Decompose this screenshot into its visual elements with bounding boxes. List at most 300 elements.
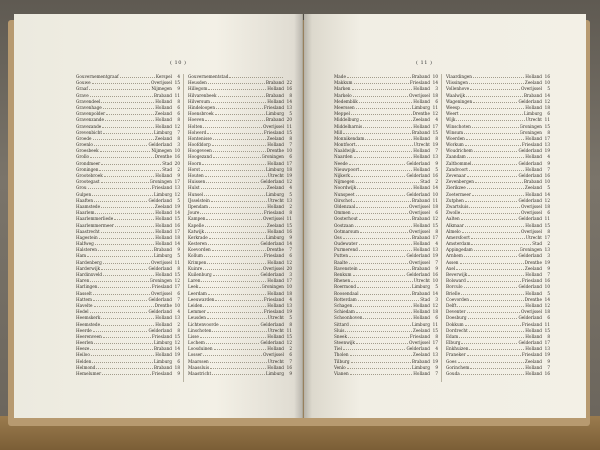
entry-name: Leiden xyxy=(188,302,203,308)
entry-name: Groesbeek xyxy=(76,148,99,154)
entry-name: Zierikzee xyxy=(446,185,466,191)
entry-description: Holland xyxy=(155,123,172,129)
leader-dots xyxy=(464,256,518,257)
entry-page: 19 xyxy=(174,203,180,209)
entry-page: 16 xyxy=(544,74,550,79)
entry-name: Appingedam xyxy=(446,247,473,253)
entry-page: 16 xyxy=(174,222,180,228)
leader-dots xyxy=(101,182,149,183)
leader-dots xyxy=(351,176,406,177)
leader-dots xyxy=(467,188,524,189)
entry-page: 18 xyxy=(432,203,438,209)
entry-name: Harderwijk xyxy=(76,265,101,271)
entry-name: Oldenzaal xyxy=(334,203,356,209)
leader-dots xyxy=(345,331,412,332)
entry-page: 13 xyxy=(174,185,180,191)
entry-description: Holland xyxy=(413,241,430,247)
entry-page: 18 xyxy=(544,104,550,110)
left-page xyxy=(14,14,303,418)
leader-dots xyxy=(471,244,531,245)
entry-name: Meppel xyxy=(334,111,350,117)
entry-page: 19 xyxy=(544,148,550,154)
entry-description: Groningen xyxy=(519,129,542,135)
entry-name: Wijk xyxy=(446,117,456,123)
entry-description: Friesland xyxy=(151,333,172,339)
entry-description: Utrecht xyxy=(525,234,542,240)
entry-page: 19 xyxy=(286,309,292,315)
leader-dots xyxy=(359,244,413,245)
entry-description: Gelderland xyxy=(148,265,172,271)
entry-name: Kapelle xyxy=(188,222,204,228)
entry-description: Stad xyxy=(420,179,430,185)
entry-description: Gelderland xyxy=(518,98,542,104)
entry-description: Zeeland xyxy=(412,327,430,333)
entry-description: Gelderland xyxy=(518,160,542,166)
leader-dots xyxy=(349,164,406,165)
leader-dots xyxy=(200,213,263,214)
leader-dots xyxy=(464,133,518,134)
leader-dots xyxy=(204,256,263,257)
leader-dots xyxy=(343,133,411,134)
leader-dots xyxy=(465,145,521,146)
entry-page: 18 xyxy=(544,309,550,315)
leader-dots xyxy=(465,325,521,326)
entry-page: 12 xyxy=(174,278,180,284)
entry-name: Grootegast xyxy=(76,179,100,185)
entry-name: Gorinchem xyxy=(446,364,470,370)
entry-page: 8 xyxy=(289,135,292,141)
leader-dots xyxy=(210,362,267,363)
leader-dots xyxy=(356,312,412,313)
leader-dots xyxy=(203,127,262,128)
entry-description: Limburg xyxy=(265,191,284,197)
leader-dots xyxy=(100,151,151,152)
leader-dots xyxy=(206,182,259,183)
entry-name: Sluis xyxy=(334,327,345,333)
entry-name: Haarlemmermeer xyxy=(76,222,114,228)
entry-description: Holland xyxy=(525,272,542,277)
entry-description: Braband xyxy=(411,129,430,135)
entry-description: Zeeland xyxy=(266,135,284,141)
entry-name: Oudewater xyxy=(334,241,358,247)
entry-page: 22 xyxy=(286,80,292,86)
entry-name: Holwerd xyxy=(188,129,207,135)
entry-name: Hillegom xyxy=(188,86,208,92)
leader-dots xyxy=(215,300,263,301)
leader-dots xyxy=(102,127,154,128)
entry-page: 2 xyxy=(177,321,180,327)
entry-name: Alkmaar xyxy=(446,222,464,228)
entry-page: 11 xyxy=(432,321,438,327)
entry-page: 5 xyxy=(435,166,438,172)
entry-page: 16 xyxy=(286,228,292,234)
entry-name: Goes xyxy=(446,358,457,364)
entry-page: 13 xyxy=(174,315,180,321)
entry-description: Gelderland xyxy=(148,296,172,302)
entry-name: Gulpen xyxy=(76,191,92,197)
leader-dots xyxy=(103,133,153,134)
leader-dots xyxy=(347,368,411,369)
entry-page: 5 xyxy=(435,284,438,290)
leader-dots xyxy=(94,306,154,307)
entry-name: Almelo xyxy=(446,228,461,234)
leader-dots xyxy=(349,263,408,264)
entry-description: Braband xyxy=(523,92,542,98)
entry-description: Friesland xyxy=(151,185,172,191)
entry-name: Winsum xyxy=(446,129,464,135)
leader-dots xyxy=(473,102,517,103)
entry-description: Overijssel xyxy=(520,203,542,209)
leader-dots xyxy=(229,77,283,78)
leader-dots xyxy=(467,176,518,177)
leader-dots xyxy=(103,337,151,338)
entry-name: Kollum xyxy=(188,253,203,259)
entry-name: Hoeven xyxy=(188,117,205,123)
entry-page: 12 xyxy=(174,191,180,197)
entry-page: 11 xyxy=(286,327,292,333)
entry-description: Holland xyxy=(525,135,542,141)
entry-name: Coevorden xyxy=(446,296,469,302)
entry-description: Friesland xyxy=(263,129,284,135)
entry-description: Braband xyxy=(153,346,172,352)
entry-page: 16 xyxy=(432,173,438,178)
entry-name: Ravenstein xyxy=(334,265,358,271)
entry-description: Zeeland xyxy=(524,185,542,191)
entry-name: Oostzaan xyxy=(334,222,354,228)
leader-dots xyxy=(210,368,266,369)
entry-name: Hontenisse xyxy=(188,135,212,141)
entry-name: Kuinre xyxy=(188,265,203,271)
entry-description: Holland xyxy=(413,315,430,321)
entry-page: 5 xyxy=(289,111,292,117)
entry-description: Holland xyxy=(413,371,430,376)
leader-dots xyxy=(213,139,266,140)
entry-page: 18 xyxy=(286,290,292,296)
entry-description: Holland xyxy=(525,166,542,172)
leader-dots xyxy=(469,83,524,84)
page-number: ( 10 ) xyxy=(170,60,187,66)
entry-page: 19 xyxy=(432,358,438,364)
entry-name: Weesp xyxy=(446,104,460,110)
entry-name: Maassluis xyxy=(188,364,210,370)
entry-page: 13 xyxy=(286,302,292,308)
entry-page: 13 xyxy=(432,352,438,358)
entry-page: 4 xyxy=(177,309,180,315)
entry-name: Grondmeer xyxy=(76,160,101,166)
entry-page: 17 xyxy=(174,228,180,234)
entry-description: Stad xyxy=(420,296,430,302)
entry-name: Kerkrade xyxy=(188,234,208,240)
entry-description: Holland xyxy=(413,185,430,191)
entry-page: 14 xyxy=(432,80,438,86)
entry-description: Gelderland xyxy=(518,284,542,290)
entry-name: Grave xyxy=(76,92,89,98)
leader-dots xyxy=(456,120,524,121)
entry-name: Monnikendam xyxy=(334,135,365,141)
entry-page: 4 xyxy=(435,117,438,123)
entry-name: Katwijk xyxy=(188,228,205,234)
leader-dots xyxy=(351,114,412,115)
entry-description: Friesland xyxy=(263,104,284,110)
entry-description: Friesland xyxy=(151,284,172,290)
entry-name: Dokkum xyxy=(446,321,464,327)
entry-page: 3 xyxy=(435,86,438,92)
entry-name: Waalwijk xyxy=(446,92,466,98)
entry-description: Stad xyxy=(162,160,172,166)
leader-dots xyxy=(359,102,412,103)
leader-dots xyxy=(465,226,524,227)
entry-page: 2 xyxy=(177,166,180,172)
entry-name: Hindeloopen xyxy=(188,104,216,110)
entry-page: 5 xyxy=(547,86,550,92)
leader-dots xyxy=(356,343,408,344)
entry-description: Overijssel xyxy=(408,340,430,346)
entry-page: 15 xyxy=(286,222,292,228)
leader-dots xyxy=(213,151,266,152)
leader-dots xyxy=(95,244,154,245)
leader-dots xyxy=(203,355,262,356)
entry-name: Gravenzande xyxy=(76,117,104,123)
entry-page: 15 xyxy=(174,216,180,222)
leader-dots xyxy=(101,325,154,326)
leader-dots xyxy=(98,287,151,288)
entry-page: 17 xyxy=(174,284,180,290)
entry-description: Groningen xyxy=(261,154,284,160)
entry-page: 14 xyxy=(174,210,180,216)
entry-page: 12 xyxy=(432,302,438,308)
leader-dots xyxy=(101,102,154,103)
entry-name: Enkhuizen xyxy=(446,346,469,352)
entry-name: Tholen xyxy=(334,352,349,358)
entry-name: Montfoort xyxy=(334,142,356,148)
entry-page: 12 xyxy=(174,123,180,129)
entry-description: Friesland xyxy=(409,80,430,86)
entry-page: 5 xyxy=(177,197,180,203)
entry-name: Groede xyxy=(76,135,92,141)
leader-dots xyxy=(212,145,266,146)
entry-name: Leusden xyxy=(188,315,206,321)
entry-description: Holland xyxy=(155,173,172,178)
entry-description: Overijssel xyxy=(408,203,430,209)
entry-page: 17 xyxy=(432,340,438,346)
leader-dots xyxy=(218,96,265,97)
entry-description: Gelderland xyxy=(260,340,284,346)
entry-name: Hilvarenbeek xyxy=(188,92,217,98)
leader-dots xyxy=(353,201,411,202)
entry-description: Holland xyxy=(413,98,430,104)
leader-dots xyxy=(208,244,259,245)
leader-dots xyxy=(350,374,413,375)
entry-description: Limburg xyxy=(411,284,430,290)
entry-name: Nijmegen xyxy=(334,179,355,185)
entry-name: Zutphen xyxy=(446,197,464,203)
entry-name: Made xyxy=(334,74,346,79)
entry-page: 15 xyxy=(544,327,550,333)
leader-dots xyxy=(356,108,411,109)
entry-description: Friesland xyxy=(151,371,172,376)
entry-description: Holland xyxy=(413,247,430,253)
entry-page: 12 xyxy=(286,179,292,185)
leader-dots xyxy=(99,238,155,239)
entry-name: Assen xyxy=(446,259,459,265)
entry-name: Oosterhout xyxy=(334,216,358,222)
entry-description: Holland xyxy=(267,228,284,234)
entry-page: 9 xyxy=(177,247,180,253)
entry-page: 18 xyxy=(286,166,292,172)
entry-description: Nijmegen xyxy=(151,86,172,92)
entry-page: 16 xyxy=(286,86,292,92)
entry-description: Gelderland xyxy=(406,191,430,197)
entry-description: Stad xyxy=(532,241,542,247)
leader-dots xyxy=(114,219,154,220)
entry-name: Houten xyxy=(188,173,204,178)
entry-description: Overijssel xyxy=(408,210,430,216)
entry-description: Braband xyxy=(523,179,542,185)
entry-page: 9 xyxy=(547,160,550,166)
leader-dots xyxy=(457,306,524,307)
leader-dots xyxy=(94,343,153,344)
entry-name: Hunsel xyxy=(188,191,204,197)
entry-description: Utrecht xyxy=(267,358,284,364)
entry-description: Gelderland xyxy=(148,309,172,315)
entry-name: Harlingen xyxy=(76,284,98,290)
entry-description: Zeeland xyxy=(154,111,172,117)
leader-dots xyxy=(351,362,411,363)
leader-dots xyxy=(204,195,265,196)
entry-description: Kerspel xyxy=(155,74,172,79)
entry-name: Heerlen xyxy=(76,340,94,346)
entry-page: 5 xyxy=(289,191,292,197)
entry-name: Zevenaar xyxy=(446,173,466,178)
entry-name: Makkum xyxy=(334,80,353,86)
entry-page: 15 xyxy=(286,333,292,339)
entry-page: 8 xyxy=(289,321,292,327)
entry-page: 4 xyxy=(177,74,180,79)
entry-description: Holland xyxy=(155,117,172,123)
entry-name: Halsteren xyxy=(76,247,97,253)
entry-page: 4 xyxy=(547,154,550,160)
entry-name: Middelburg xyxy=(334,117,359,123)
entry-description: Braband xyxy=(265,80,284,86)
entry-name: Heemstede xyxy=(76,321,101,327)
entry-name: Gouwe xyxy=(76,80,91,86)
entry-page: 17 xyxy=(286,160,292,166)
entry-name: Heerenveen xyxy=(76,333,102,339)
entry-name: Tilburg xyxy=(334,358,350,364)
entry-page: 8 xyxy=(435,135,438,141)
entry-name: Amsterdam xyxy=(446,241,471,247)
entry-name: Zaandam xyxy=(446,154,466,160)
entry-page: 13 xyxy=(286,197,292,203)
leader-dots xyxy=(206,343,260,344)
entry-page: 9 xyxy=(435,364,438,370)
entry-description: Holland xyxy=(525,302,542,308)
entry-name: Zoetermeer xyxy=(446,191,472,197)
open-book xyxy=(8,14,590,426)
entry-name: Hasselt xyxy=(76,290,92,296)
entry-page: 10 xyxy=(432,191,438,197)
entry-description: Overijssel xyxy=(262,123,284,129)
entry-description: Holland xyxy=(525,154,542,160)
entry-description: Gelderland xyxy=(148,197,172,203)
entry-name: Haren xyxy=(76,278,90,284)
entry-description: Holland xyxy=(413,123,430,129)
leader-dots xyxy=(460,263,524,264)
entry-description: Utrecht xyxy=(525,117,542,123)
entry-description: Holland xyxy=(267,160,284,166)
leader-dots xyxy=(461,213,520,214)
entry-page: 6 xyxy=(289,154,292,160)
entry-name: Holten xyxy=(188,123,203,129)
entry-description: Holland xyxy=(155,315,172,321)
index-entry xyxy=(334,371,438,377)
entry-name: Medemblik xyxy=(334,98,358,104)
leader-dots xyxy=(470,89,520,90)
entry-page: 9 xyxy=(289,234,292,240)
entry-page: 8 xyxy=(177,117,180,123)
entry-name: Ilpendam xyxy=(188,203,208,209)
leader-dots xyxy=(350,355,412,356)
entry-name: Markelo xyxy=(334,92,352,98)
leader-dots xyxy=(359,269,411,270)
leader-dots xyxy=(101,164,161,165)
entry-description: Holland xyxy=(155,241,172,247)
entry-description: Zeeland xyxy=(154,135,172,141)
leader-dots xyxy=(202,164,266,165)
leader-dots xyxy=(89,89,151,90)
entry-description: Holland xyxy=(155,234,172,240)
leader-dots xyxy=(467,355,521,356)
leader-dots xyxy=(467,157,525,158)
entry-description: Holland xyxy=(267,333,284,339)
entry-page: 14 xyxy=(544,191,550,197)
entry-description: Holland xyxy=(413,135,430,141)
leader-dots xyxy=(199,287,260,288)
entry-name: Kuilenburg xyxy=(188,272,212,277)
entry-page: 7 xyxy=(435,371,438,376)
entry-page: 6 xyxy=(289,253,292,259)
entry-name: Zwolle xyxy=(446,210,461,216)
entry-description: Holland xyxy=(525,74,542,79)
entry-page: 6 xyxy=(289,352,292,358)
entry-page: 8 xyxy=(177,98,180,104)
entry-page: 5 xyxy=(289,315,292,321)
entry-name: Ootmarsum xyxy=(334,228,359,234)
leader-dots xyxy=(94,201,147,202)
entry-name: Nijkerk xyxy=(334,173,350,178)
leader-dots xyxy=(472,195,524,196)
entry-name: Haaften xyxy=(76,197,94,203)
entry-description: Holland xyxy=(525,104,542,110)
entry-description: Nijmegen xyxy=(151,148,172,154)
entry-description: Limburg xyxy=(265,166,284,172)
leader-dots xyxy=(207,133,263,134)
entry-page: 2 xyxy=(289,346,292,352)
leader-dots xyxy=(356,151,412,152)
leader-dots xyxy=(209,238,265,239)
leader-dots xyxy=(94,145,148,146)
entry-description: Braband xyxy=(411,358,430,364)
leader-dots xyxy=(208,83,265,84)
leader-dots xyxy=(472,127,519,128)
leader-dots xyxy=(471,238,525,239)
entry-description: Gelderland xyxy=(260,321,284,327)
entry-name: Nunspeet xyxy=(334,191,355,197)
leader-dots xyxy=(356,195,406,196)
leader-dots xyxy=(467,281,521,282)
entry-name: Zandvoort xyxy=(446,166,468,172)
leader-dots xyxy=(469,331,525,332)
